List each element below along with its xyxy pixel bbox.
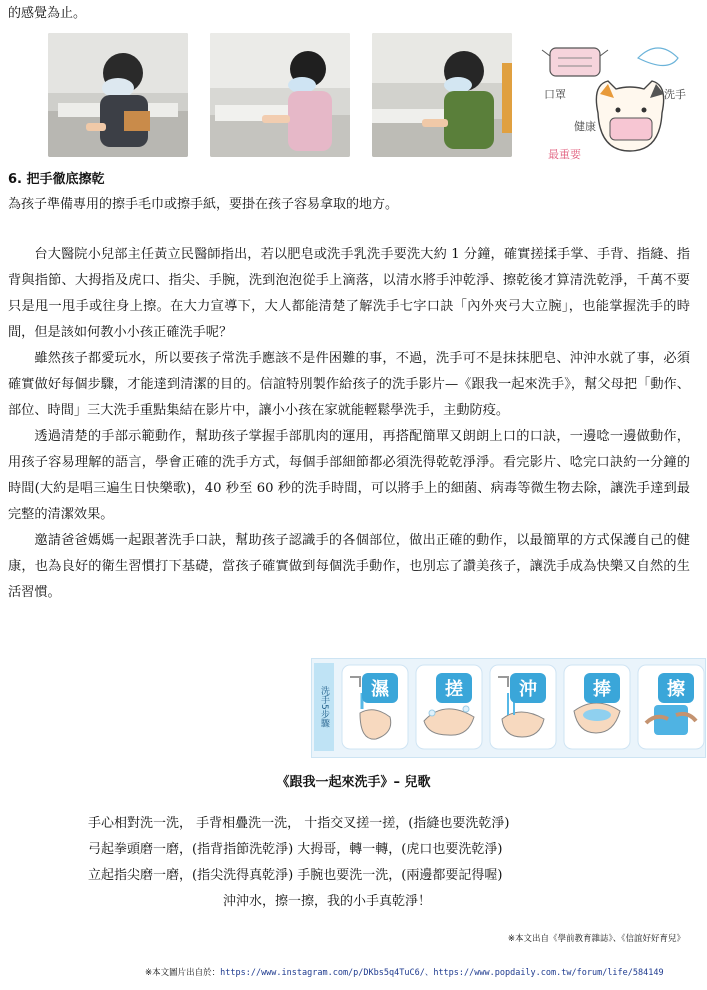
- step-label: 沖: [510, 673, 546, 703]
- image-source: [145, 966, 664, 978]
- cat-mask-illustration: [538, 18, 698, 168]
- photo-girl-washing: [210, 33, 350, 157]
- step-wet: [340, 663, 410, 751]
- section-body: 為孩子準備專用的擦手毛巾或擦手紙，要掛在孩子容易拿取的地方。: [8, 197, 399, 212]
- cat-text-mask: 口罩: [544, 88, 566, 101]
- article-paragraph: 雖然孩子都愛玩水，所以要孩子常洗手應該不是件困難的事，不過，洗手可不是抹抹肥皂、沖沖水就了事，必須確實做好每個步驟，才能達到清潔的目的。信誼特別製作給孩子的洗手影片—《跟我一起來洗手》，幫父母把「動作、部位、時間」三大洗手重點集結在影片中，讓小小孩在家就能輕鬆學洗手，主動防疫。: [8, 351, 690, 418]
- article-paragraph: 邀請爸爸媽媽一起跟著洗手口訣，幫助孩子認識手的各個部位，做出正確的動作，以最簡單的方式保護自己的健康，也為良好的衛生習慣打下基礎，當孩子確實做到每個洗手動作，也別忘了讚美孩子，讓洗手成為快樂又自然的生活習慣。: [8, 533, 690, 600]
- step-rinse: [488, 663, 558, 751]
- handwashing-steps-banner: [311, 658, 706, 758]
- article-paragraph: 透過清楚的手部示範動作，幫助孩子掌握手部肌肉的運用，再搭配簡單又朗朗上口的口訣，一邊唸一邊做動作，用孩子容易理解的語言，學會正確的洗手方式，每個手部細節都必須洗得乾乾淨淨。看完影片、唸完口訣約一分鐘的時間(大約是唱三遍生日快樂歌)，40 秒至 60 秒的洗手時間，可以將手上的細菌、病毒等微生物去除，讓洗手達到最完整的清潔效果。: [8, 429, 690, 522]
- step-label: 搓: [436, 673, 472, 703]
- song-line: 手心相對洗一洗， 手背相疊洗一洗， 十指交叉搓一搓，(指縫也要洗乾淨): [88, 816, 510, 831]
- article-body: [8, 242, 690, 606]
- step-rub: [414, 663, 484, 751]
- step-label: 捧: [584, 673, 620, 703]
- song-title: 《跟我一起來洗手》– 兒歌: [276, 775, 431, 790]
- song-line: 立起指尖磨一磨，(指尖洗得真乾淨) 手腕也要洗一洗，(兩邊都要記得喔): [88, 868, 503, 883]
- banner-side-label: 洗手5步驟: [314, 663, 334, 751]
- photo-boy-rinsing: [372, 33, 512, 157]
- cat-text-wash: 洗手: [664, 88, 686, 101]
- article-source: ※本文出自《學前教育雜誌》、《信誼好好育兒》: [507, 934, 685, 944]
- step-dry: [636, 663, 706, 751]
- continued-text: 的感覺為止。: [8, 6, 87, 21]
- image-source-urls[interactable]: https://www.instagram.com/p/DKbs5q4TuC6/、https://www.popdaily.com.tw/forum/life/584149: [220, 968, 664, 978]
- song-line: 弓起拳頭磨一磨，(指背指節洗乾淨) 大拇哥，轉一轉，(虎口也要洗乾淨): [88, 842, 503, 857]
- cat-text-health: 健康: [574, 120, 596, 133]
- article-paragraph: 台大醫院小兒部主任黃立民醫師指出，若以肥皂或洗手乳洗手要洗大約 1 分鐘，確實搓揉手掌、手背、指縫、指背與指節、大拇指及虎口、指尖、手腕，洗到泡泡從手上滴落，以清水將手沖乾淨、擦乾後才算清洗乾淨，千萬不要只是甩一甩手或往身上擦。在大力宣導下，大人都能清楚了解洗手七字口訣「內外夾弓大立腕」，也能掌握洗手的時間，但是該如何教小小孩正確洗手呢？: [8, 247, 690, 340]
- cat-text-important: 最重要: [548, 148, 581, 161]
- step-cup: [562, 663, 632, 751]
- section-title: 6. 把手徹底擦乾: [8, 172, 105, 187]
- song-line: 沖沖水，擦一擦，我的小手真乾淨！: [223, 894, 432, 909]
- image-source-prefix: ※本文圖片出自於：: [145, 968, 221, 978]
- step-label: 濕: [362, 673, 398, 703]
- step-label: 擦: [658, 673, 694, 703]
- photo-boy-washing: [48, 33, 188, 157]
